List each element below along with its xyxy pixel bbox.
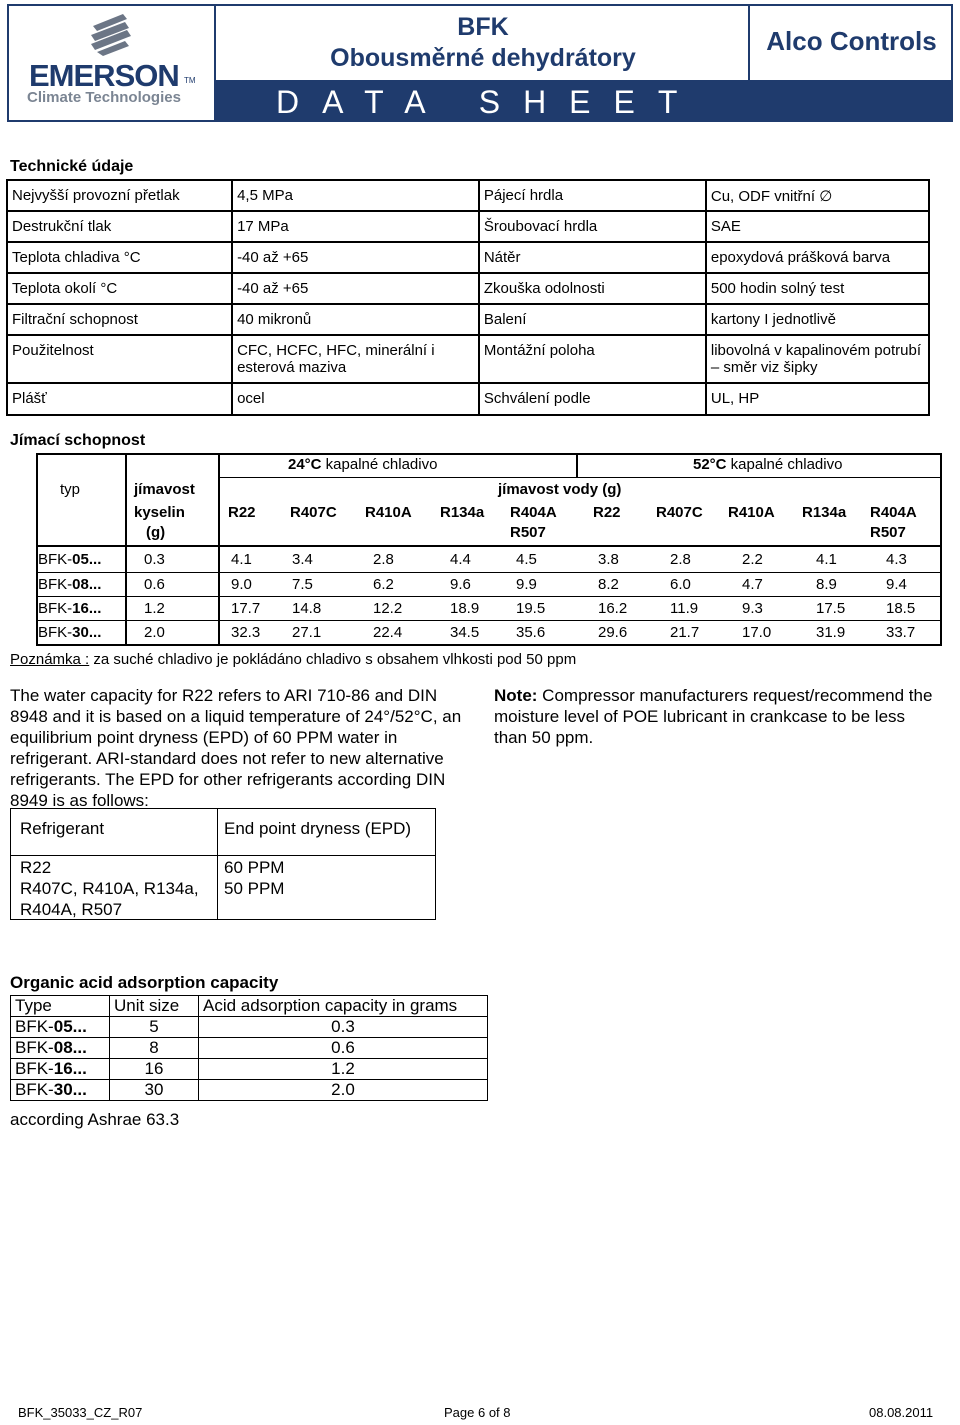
table-cell: Teplota okolí °C — [7, 273, 232, 304]
sorption-title: Jímací schopnost — [10, 432, 146, 449]
refrigerant-header: R22 — [228, 504, 256, 521]
type-size: 05 — [53, 1017, 73, 1036]
type-prefix: BFK- — [15, 1017, 54, 1036]
water-capacity-cell: 7.5 — [292, 576, 313, 593]
water-capacity-cell: 9.4 — [886, 576, 907, 593]
refrigerant-header: R22 — [593, 504, 621, 521]
epd-header-dryness: End point dryness (EPD) — [224, 819, 412, 838]
water-capacity-cell: 9.0 — [231, 576, 252, 593]
type-prefix: BFK- — [38, 551, 73, 568]
refrigerant-header: R507 — [870, 524, 906, 541]
grid-line — [36, 453, 38, 646]
water-capacity-cell: 12.2 — [373, 600, 403, 617]
type-size: 30 — [72, 624, 89, 641]
type-size: 16 — [72, 600, 89, 617]
water-capacity-cell: 17.7 — [231, 600, 261, 617]
table-cell: CFC, HCFC, HFC, minerální i esterová maziva — [232, 335, 479, 383]
brand-name: Alco Controls — [766, 26, 937, 56]
water-capacity-cell: 4.1 — [816, 551, 837, 568]
technical-table — [6, 179, 930, 416]
grid-line — [218, 453, 220, 646]
epd-header-refrigerant: Refrigerant — [20, 819, 105, 838]
refrigerant-header: R404A — [870, 504, 917, 521]
table-cell: Montážní poloha — [479, 335, 706, 383]
type-cell — [11, 1080, 110, 1101]
refrigerant-header: R410A — [728, 504, 775, 521]
water-capacity-cell: 9.6 — [450, 576, 471, 593]
refrigerant-header: R407C — [656, 504, 703, 521]
water-capacity-cell: 34.5 — [450, 624, 480, 641]
product-description: Obousměrné dehydrátory — [330, 44, 636, 72]
water-capacity-paragraph: The water capacity for R22 refers to ARI 710-86 and DIN 8948 and it is based on a liquid temperature of 24°/52°C, an equilibrium point dryness (EPD) of 60 PPM water in refrigerant. ARI-standard does not refer to new alternative refrigerants. The EPD for other refrigerants according DIN 8949 is as follows: — [10, 686, 462, 810]
group-header-text: kapalné chladivo — [321, 456, 438, 473]
epd-ref-1: R22 — [20, 858, 52, 877]
acid-cell: 0.6 — [144, 576, 165, 593]
water-capacity-cell: 6.0 — [670, 576, 691, 593]
water-capacity-cell: 8.2 — [598, 576, 619, 593]
table-cell: epoxydová prášková barva — [706, 242, 929, 273]
grid-line — [940, 453, 942, 646]
grid-line — [36, 596, 942, 597]
capacity-cell: 0.6 — [199, 1038, 488, 1059]
type-size: 30 — [53, 1080, 73, 1099]
type-suffix: ... — [88, 600, 102, 617]
water-capacity-cell: 14.8 — [292, 600, 322, 617]
water-capacity-cell: 11.9 — [670, 600, 699, 617]
epd-ref-2: R407C, R410A, R134a, — [20, 879, 199, 898]
logo-subtitle: Climate Technologies — [27, 89, 181, 106]
type-size: 08 — [53, 1038, 73, 1057]
epd-value-2: 50 PPM — [224, 879, 285, 898]
water-capacity-cell: 4.3 — [886, 551, 907, 568]
note-text: Compressor manufacturers request/recommend the moisture level of POE lubricant in crankcase to be less than 50 ppm. — [494, 686, 933, 747]
refrigerant-header: R410A — [365, 504, 412, 521]
water-capacity-cell: 6.2 — [373, 576, 394, 593]
grid-line — [36, 620, 942, 621]
type-prefix: BFK- — [38, 624, 73, 641]
table-cell: Plášť — [7, 383, 232, 415]
refrigerant-header: R507 — [510, 524, 546, 541]
water-capacity-cell: 19.5 — [516, 600, 546, 617]
water-capacity-cell: 17.0 — [742, 624, 772, 641]
sorption-note — [10, 651, 576, 668]
header-acid-3: (g) — [146, 524, 166, 541]
acid-cell: 2.0 — [144, 624, 165, 641]
table-cell: Schválení podle — [479, 383, 706, 415]
logo-box — [7, 4, 216, 122]
table-cell: libovolná v kapalinovém potrubí – směr viz šipky — [706, 335, 929, 383]
table-header: Acid adsorption capacity in grams — [199, 996, 488, 1017]
table-cell: Nejvyšší provozní přetlak — [7, 180, 232, 211]
type-prefix: BFK- — [15, 1059, 54, 1078]
data-sheet-label: DATA SHEET — [276, 84, 701, 120]
table-row — [11, 1080, 488, 1101]
table-cell: 4,5 MPa — [232, 180, 479, 211]
type-suffix: ... — [88, 576, 102, 593]
note-paragraph — [494, 685, 939, 748]
refrigerant-header: R404A — [510, 504, 557, 521]
type-cell — [11, 1017, 110, 1038]
type-cell — [38, 600, 101, 617]
type-size: 05 — [72, 551, 89, 568]
water-capacity-cell: 2.8 — [670, 551, 691, 568]
acid-cell: 0.3 — [144, 551, 165, 568]
table-cell: Zkouška odolnosti — [479, 273, 706, 304]
grid-line — [36, 572, 942, 573]
water-capacity-cell: 27.1 — [292, 624, 322, 641]
table-cell: UL, HP — [706, 383, 929, 415]
acid-cell: 1.2 — [144, 600, 165, 617]
water-capacity-cell: 17.5 — [816, 600, 846, 617]
refrigerant-header: R134a — [802, 504, 847, 521]
table-cell: 500 hodin solný test — [706, 273, 929, 304]
type-suffix: ... — [72, 1038, 87, 1057]
water-capacity-cell: 18.5 — [886, 600, 916, 617]
table-header-row — [11, 996, 488, 1017]
water-capacity-cell: 8.9 — [816, 576, 837, 593]
water-capacity-cell: 4.1 — [231, 551, 252, 568]
acid-table — [10, 995, 488, 1101]
group-header-text: kapalné chladivo — [726, 456, 843, 473]
grid-line — [36, 453, 942, 455]
grid-line — [36, 644, 942, 646]
type-cell — [11, 1059, 110, 1080]
water-capacity-cell: 9.3 — [742, 600, 763, 617]
table-cell: Cu, ODF vnitřní ∅ — [706, 180, 929, 211]
water-capacity-cell: 31.9 — [816, 624, 846, 641]
grid-line — [125, 453, 127, 646]
header-acid-2: kyselin — [134, 504, 185, 521]
table-cell: SAE — [706, 211, 929, 242]
note-text: za suché chladivo je pokládáno chladivo s obsahem vlhkosti pod 50 ppm — [89, 651, 577, 668]
group-header-temp: 24°C — [288, 456, 322, 473]
table-row — [7, 211, 929, 242]
table-cell: Destrukční tlak — [7, 211, 232, 242]
refrigerant-header: R134a — [440, 504, 485, 521]
group-header-24 — [288, 456, 437, 473]
table-cell: Šroubovací hrdla — [479, 211, 706, 242]
table-cell: Filtrační schopnost — [7, 304, 232, 335]
water-capacity-cell: 29.6 — [598, 624, 628, 641]
table-row — [7, 335, 929, 383]
unit-size-cell: 30 — [110, 1080, 199, 1101]
table-cell: Teplota chladiva °C — [7, 242, 232, 273]
acid-title: Organic acid adsorption capacity — [10, 973, 279, 992]
water-capacity-cell: 3.4 — [292, 551, 313, 568]
product-name: BFK — [457, 13, 509, 41]
technical-title: Technické údaje — [10, 158, 134, 175]
type-suffix: ... — [72, 1017, 87, 1036]
water-capacity-cell: 9.9 — [516, 576, 537, 593]
table-cell: Balení — [479, 304, 706, 335]
note-label: Poznámka : — [10, 651, 90, 668]
table-row — [7, 242, 929, 273]
type-suffix: ... — [88, 551, 102, 568]
type-prefix: BFK- — [15, 1038, 54, 1057]
water-capacity-cell: 2.8 — [373, 551, 394, 568]
type-size: 16 — [53, 1059, 73, 1078]
table-cell: kartony I jednotlivě — [706, 304, 929, 335]
grid-line — [218, 477, 942, 478]
page-number: Page 6 of 8 — [444, 1405, 511, 1420]
type-prefix: BFK- — [38, 576, 73, 593]
type-size: 08 — [72, 576, 89, 593]
table-cell: -40 až +65 — [232, 273, 479, 304]
type-suffix: ... — [72, 1080, 87, 1099]
table-header: Type — [11, 996, 110, 1017]
table-row — [11, 1038, 488, 1059]
grid-line — [217, 808, 218, 920]
table-cell: 17 MPa — [232, 211, 479, 242]
type-cell — [38, 624, 101, 641]
table-cell: Pájecí hrdla — [479, 180, 706, 211]
capacity-cell: 2.0 — [199, 1080, 488, 1101]
table-cell: ocel — [232, 383, 479, 415]
header-water: jímavost vody (g) — [498, 481, 622, 498]
footer-date: 08.08.2011 — [869, 1405, 934, 1420]
refrigerant-header: R407C — [290, 504, 337, 521]
document-id: BFK_35033_CZ_R07 — [18, 1405, 143, 1420]
emerson-logo-icon — [83, 10, 143, 58]
logo-brand: EMERSON — [29, 58, 179, 93]
acid-table-body — [11, 1017, 488, 1101]
type-prefix: BFK- — [38, 600, 73, 617]
type-suffix: ... — [88, 624, 102, 641]
water-capacity-cell: 4.7 — [742, 576, 763, 593]
type-prefix: BFK- — [15, 1080, 54, 1099]
table-row — [11, 1059, 488, 1080]
group-header-52 — [693, 456, 842, 473]
header-type: typ — [60, 481, 81, 498]
grid-line — [36, 545, 942, 547]
group-header-temp: 52°C — [693, 456, 727, 473]
water-capacity-cell: 4.4 — [450, 551, 471, 568]
table-row — [7, 304, 929, 335]
water-capacity-cell: 18.9 — [450, 600, 480, 617]
epd-ref-3: R404A, R507 — [20, 900, 123, 919]
logo-trademark: TM — [184, 76, 196, 85]
epd-value-1: 60 PPM — [224, 858, 285, 877]
type-cell — [38, 576, 101, 593]
header-acid-1: jímavost — [134, 481, 195, 498]
type-cell — [38, 551, 101, 568]
water-capacity-cell: 4.5 — [516, 551, 537, 568]
unit-size-cell: 5 — [110, 1017, 199, 1038]
water-capacity-cell: 22.4 — [373, 624, 403, 641]
acid-footnote: according Ashrae 63.3 — [10, 1110, 180, 1129]
table-row — [7, 273, 929, 304]
table-cell: Nátěr — [479, 242, 706, 273]
table-row — [7, 383, 929, 415]
note-label: Note: — [494, 686, 538, 705]
water-capacity-cell: 32.3 — [231, 624, 261, 641]
table-cell: -40 až +65 — [232, 242, 479, 273]
type-cell — [11, 1038, 110, 1059]
water-capacity-cell: 33.7 — [886, 624, 916, 641]
grid-line — [576, 453, 578, 477]
type-suffix: ... — [72, 1059, 87, 1078]
water-capacity-cell: 2.2 — [742, 551, 763, 568]
table-row — [11, 1017, 488, 1038]
capacity-cell: 0.3 — [199, 1017, 488, 1038]
table-row — [7, 180, 929, 211]
table-cell: 40 mikronů — [232, 304, 479, 335]
water-capacity-cell: 16.2 — [598, 600, 628, 617]
capacity-cell: 1.2 — [199, 1059, 488, 1080]
water-capacity-cell: 3.8 — [598, 551, 619, 568]
unit-size-cell: 16 — [110, 1059, 199, 1080]
water-capacity-cell: 21.7 — [670, 624, 700, 641]
table-cell: Použitelnost — [7, 335, 232, 383]
unit-size-cell: 8 — [110, 1038, 199, 1059]
water-capacity-cell: 35.6 — [516, 624, 546, 641]
table-header: Unit size — [110, 996, 199, 1017]
